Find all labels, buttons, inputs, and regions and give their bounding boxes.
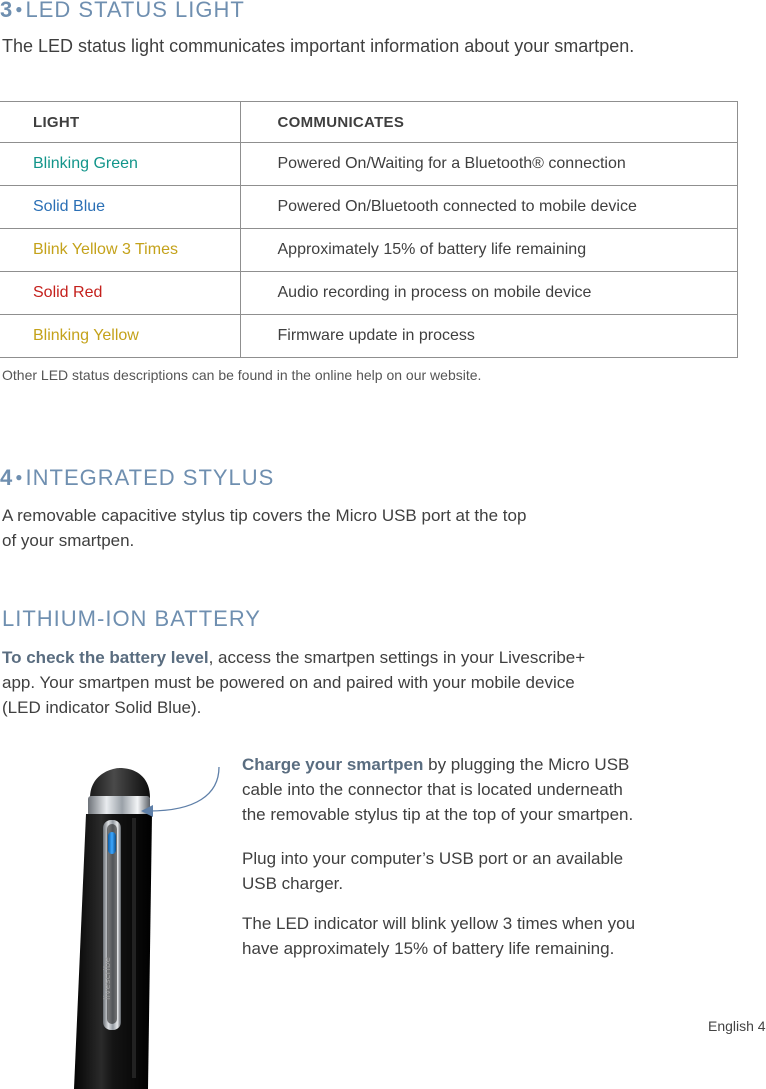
- led-intro: The LED status light communicates important information about your smartpen.: [2, 36, 635, 56]
- pointer-arrow-icon: [135, 765, 225, 825]
- led-light-cell: Solid Red: [0, 272, 240, 315]
- table-row: [0, 186, 738, 229]
- plug-text: USB charger.: [242, 874, 344, 893]
- plug-paragraph: [242, 846, 623, 896]
- check-text: , access the smartpen settings in your Livescribe+: [208, 648, 586, 667]
- led-light-cell: Blink Yellow 3 Times: [0, 229, 240, 272]
- led-footnote: Other LED status descriptions can be found in the online help on our website.: [2, 367, 482, 383]
- led-communicates-cell: Audio recording in process on mobile device: [240, 272, 738, 315]
- blink-text: have approximately 15% of battery life remaining.: [242, 939, 615, 958]
- bullet-dot-icon: ●: [15, 470, 24, 484]
- led-status-table: [0, 101, 738, 358]
- stylus-line: of your smartpen.: [2, 531, 135, 550]
- bullet-dot-icon: ●: [15, 2, 24, 16]
- led-communicates-cell: Powered On/Waiting for a Bluetooth® connection: [240, 143, 738, 186]
- check-text: app. Your smartpen must be powered on and paired with your mobile device: [2, 673, 575, 692]
- page-footer: English 4: [708, 1018, 766, 1034]
- stylus-section-heading: [0, 465, 274, 491]
- led-light-cell: Solid Blue: [0, 186, 240, 229]
- header-communicates: COMMUNICATES: [240, 102, 738, 143]
- svg-text:livescribe: livescribe: [103, 957, 113, 1000]
- plug-text: Plug into your computer’s USB port or an available: [242, 849, 624, 868]
- header-light: LIGHT: [0, 102, 240, 143]
- table-row: [0, 229, 738, 272]
- battery-section-heading: LITHIUM-ION BATTERY: [2, 606, 261, 631]
- table-header-row: [0, 102, 738, 143]
- led-communicates-cell: Approximately 15% of battery life remaining: [240, 229, 738, 272]
- section-title: LED STATUS LIGHT: [25, 0, 245, 22]
- charge-text: by plugging the Micro USB: [423, 755, 630, 774]
- led-communicates-cell: Firmware update in process: [240, 315, 738, 358]
- section-title: INTEGRATED STYLUS: [25, 465, 275, 490]
- led-section-heading: [0, 0, 245, 23]
- section-number: 3: [0, 0, 14, 22]
- battery-check-paragraph: [2, 645, 585, 720]
- led-communicates-cell: Powered On/Bluetooth connected to mobile device: [240, 186, 738, 229]
- check-bold: To check the battery level: [2, 648, 209, 667]
- table-row: [0, 272, 738, 315]
- table-row: [0, 315, 738, 358]
- led-light-cell: Blinking Yellow: [0, 315, 240, 358]
- charge-paragraph: [242, 752, 633, 827]
- charge-bold: Charge your smartpen: [242, 755, 424, 774]
- led-light-cell: Blinking Green: [0, 143, 240, 186]
- blink-paragraph: [242, 911, 635, 961]
- stylus-line: A removable capacitive stylus tip covers the Micro USB port at the top: [2, 506, 527, 525]
- table-row: [0, 143, 738, 186]
- stylus-description: [2, 503, 526, 553]
- section-number: 4: [0, 465, 14, 490]
- charge-text: cable into the connector that is located underneath: [242, 780, 623, 799]
- charge-text: the removable stylus tip at the top of your smartpen.: [242, 805, 634, 824]
- blink-text: The LED indicator will blink yellow 3 times when you: [242, 914, 636, 933]
- check-text: (LED indicator Solid Blue).: [2, 698, 202, 717]
